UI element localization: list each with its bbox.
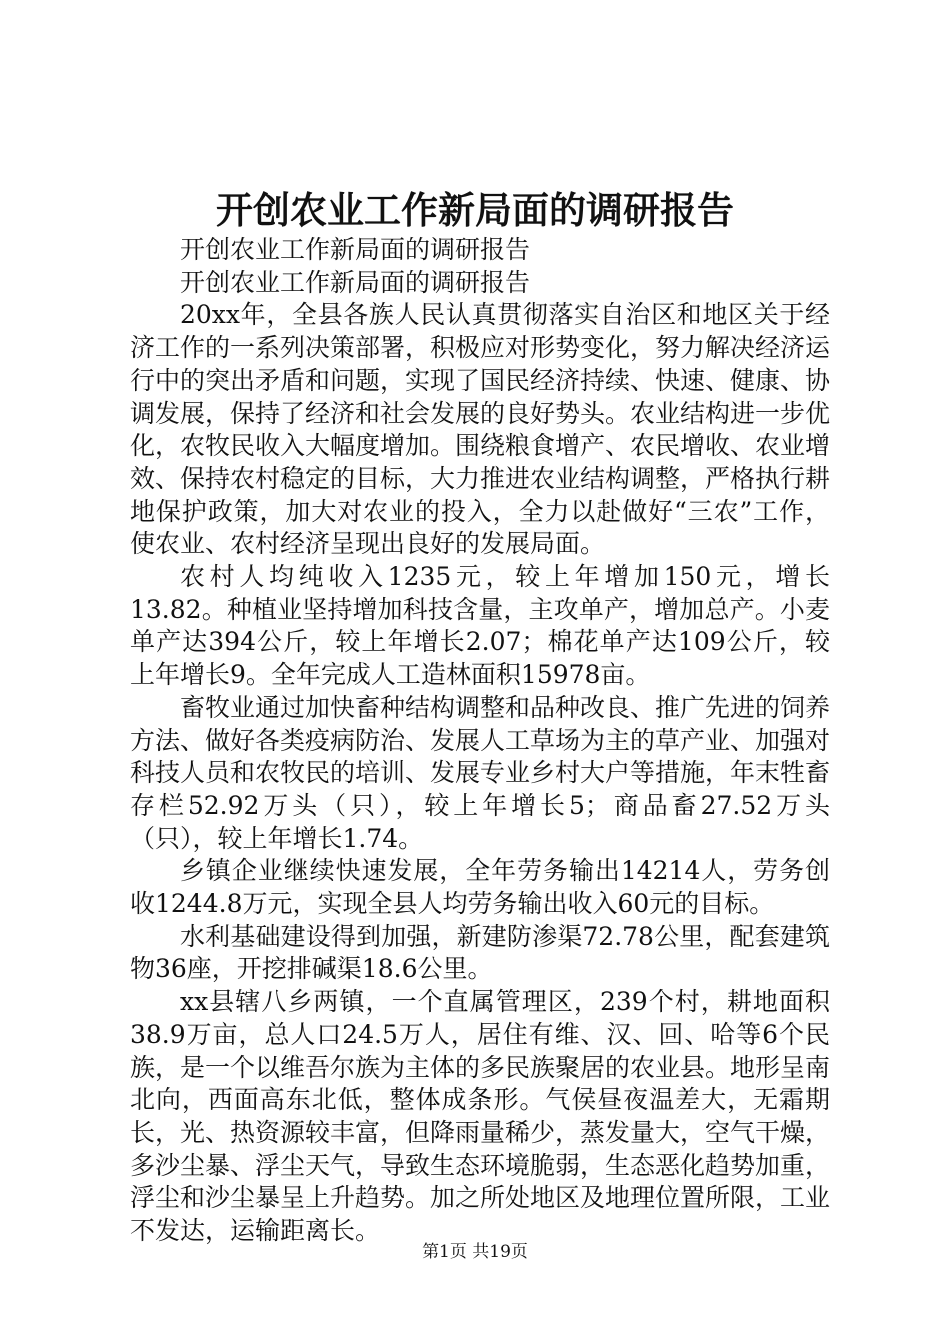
paragraph: 水利基础建设得到加强，新建防渗渠72.78公里，配套建筑物36座，开挖排碱渠18.6公里。 <box>130 921 830 984</box>
paragraph: 农村人均纯收入1235元，较上年增加150元，增长13.82。种植业坚持增加科技含量，主攻单产，增加总产。小麦单产达394公斤，较上年增长2.07；棉花单产达109公斤，较上年增长9。全年完成人工造林面积15978亩。 <box>130 562 830 690</box>
subtitle-line: 开创农业工作新局面的调研报告 <box>180 267 531 297</box>
paragraph: 20xx年，全县各族人民认真贯彻落实自治区和地区关于经济工作的一系列决策部署，积极应对形势变化，努力解决经济运行中的突出矛盾和问题，实现了国民经济持续、快速、健康、协调发展，保持了经济和社会发展的良好势头。农业结构进一步优化，农牧民收入大幅度增加。围绕粮食增产、农民增收、农业增效、保持农村稳定的目标，大力推进农业结构调整，严格执行耕地保护政策，加大对农业的投入，全力以赴做好“三农”工作，使农业、农村经济呈现出良好的发展局面。 <box>130 300 831 559</box>
paragraph: xx县辖八乡两镇，一个直属管理区，239个村，耕地面积38.9万亩，总人口24.5万人，居住有维、汉、回、哈等6个民族，是一个以维吾尔族为主体的多民族聚居的农业县。地形呈南北向，西面高东北低，整体成条形。气侯昼夜温差大，无霜期长，光、热资源较丰富，但降雨量稀少，蒸发量大，空气干燥，多沙尘暴、浮尘天气，导致生态环境脆弱，生态恶化趋势加重，浮尘和沙尘暴呈上升趋势。加之所处地区及地理位置所限，工业不发达，运输距离长。 <box>130 987 831 1246</box>
subtitle-line: 开创农业工作新局面的调研报告 <box>180 235 531 264</box>
document-title: 开创农业工作新局面的调研报告 <box>216 188 734 232</box>
page-number-footer: 第1页 共19页 <box>422 1242 528 1262</box>
document-body <box>130 234 830 1248</box>
paragraph: 畜牧业通过加快畜种结构调整和品种改良、推广先进的饲养方法、做好各类疫病防治、发展人工草场为主的草产业、加强对科技人员和农牧民的培训、发展专业乡村大户等措施，年末牲畜存栏52.92万头（只），较上年增长5；商品畜27.52万头（只），较上年增长1.74。 <box>130 692 831 853</box>
paragraph: 乡镇企业继续快速发展，全年劳务输出14214人，劳务创收1244.8万元，实现全县人均劳务输出收入60元的目标。 <box>130 856 830 919</box>
